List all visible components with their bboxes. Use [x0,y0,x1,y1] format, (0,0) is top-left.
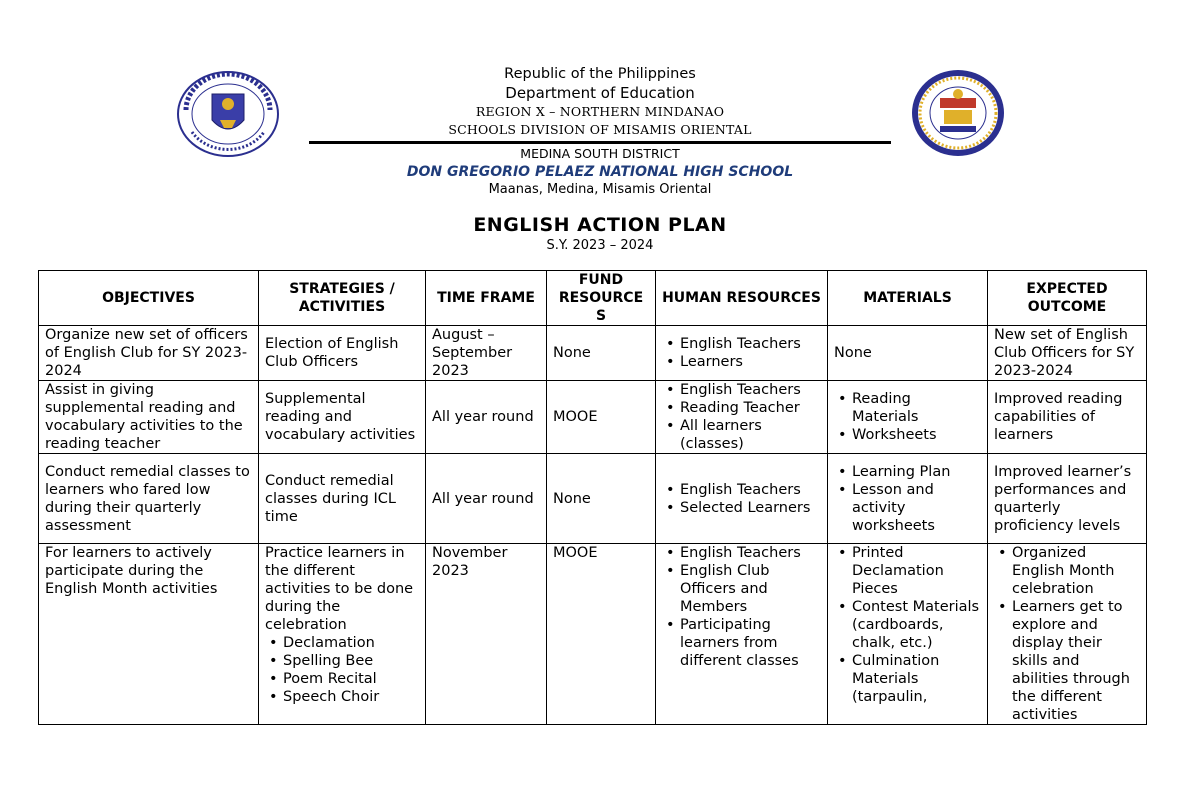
table-row [39,544,1147,725]
list-item: • Poem Recital [283,670,419,688]
list-item: • Learners [680,353,821,371]
list-item: • Reading Teacher [680,399,821,417]
cell-materials [828,544,988,725]
list-item: • Culmination Materials (tarpaulin, [852,652,981,706]
table-header-row [39,271,1147,326]
list-item: • Learners get to explore and display their skills and abilities through the different activities [1012,598,1140,724]
cell-outcome: Improved learner’s performances and quarterly proficiency levels [988,454,1147,544]
cell-outcome [988,544,1147,725]
cell-human-resources [656,326,828,381]
cell-human-resources [656,381,828,454]
list-item: • Contest Materials (cardboards, chalk, etc.) [852,598,981,652]
table-row [39,454,1147,544]
header-fund-resources: FUND RESOURCE S [547,271,656,326]
list-item: • All learners (classes) [680,417,821,453]
cell-objective: Assist in giving supplemental reading and vocabulary activities to the reading teacher [39,381,259,454]
cell-objective: Conduct remedial classes to learners who fared low during their quarterly assessment [39,454,259,544]
school-seal-right [910,68,1006,158]
header-strategies: STRATEGIES / ACTIVITIES [259,271,426,326]
deped-seal-left [176,70,280,158]
document-title: ENGLISH ACTION PLAN [473,214,727,236]
list-item: • Speech Choir [283,688,419,706]
table-row [39,381,1147,454]
header-department: Department of Education [505,84,695,102]
list-item: • Participating learners from different classes [680,616,821,670]
list-item: • Selected Learners [680,499,821,517]
header-district: MEDINA SOUTH DISTRICT [520,146,680,161]
cell-materials: None [828,326,988,381]
school-year: S.Y. 2023 – 2024 [546,238,654,253]
header-school-name: DON GREGORIO PELAEZ NATIONAL HIGH SCHOOL [406,164,794,180]
list-item: • Declamation [283,634,419,652]
list-item: • English Teachers [680,544,821,562]
cell-strategy: Conduct remedial classes during ICL time [259,454,426,544]
list-item: • English Teachers [680,335,821,353]
cell-time-frame: November 2023 [426,544,547,725]
header-human-resources: HUMAN RESOURCES [656,271,828,326]
list-item: • English Teachers [680,481,821,499]
header-objectives: OBJECTIVES [39,271,259,326]
cell-time-frame: August – September 2023 [426,326,547,381]
header-division: SCHOOLS DIVISION OF MISAMIS ORIENTAL [448,122,752,137]
header-republic: Republic of the Philippines [504,66,696,82]
cell-strategy: Supplemental reading and vocabulary activities [259,381,426,454]
cell-strategy [259,544,426,725]
cell-strategy-text: Practice learners in the different activities to be done during the celebration [265,545,414,633]
list-item: • Worksheets [852,426,981,444]
header-address: Maanas, Medina, Misamis Oriental [488,182,712,197]
cell-objective: Organize new set of officers of English Club for SY 2023-2024 [39,326,259,381]
list-item: • Lesson and activity worksheets [852,481,981,535]
header-materials: MATERIALS [828,271,988,326]
cell-fund: MOOE [547,381,656,454]
cell-time-frame: All year round [426,454,547,544]
cell-outcome: New set of English Club Officers for SY 2023-2024 [988,326,1147,381]
header-time-frame: TIME FRAME [426,271,547,326]
cell-materials [828,454,988,544]
cell-outcome: Improved reading capabilities of learners [988,381,1147,454]
list-item: • Spelling Bee [283,652,419,670]
cell-materials [828,381,988,454]
list-item: • Learning Plan [852,463,981,481]
header-region: REGION X – NORTHERN MINDANAO [475,104,725,119]
list-item: • Printed Declamation Pieces [852,544,981,598]
list-item: • English Teachers [680,381,821,399]
list-item: • Organized English Month celebration [1012,544,1140,598]
cell-time-frame: All year round [426,381,547,454]
cell-objective: For learners to actively participate during the English Month activities [39,544,259,725]
action-plan-table [38,270,1147,725]
header-divider [309,141,891,144]
cell-fund: None [547,454,656,544]
cell-fund: None [547,326,656,381]
cell-human-resources [656,544,828,725]
table-row [39,326,1147,381]
cell-human-resources [656,454,828,544]
list-item: • Reading Materials [852,390,981,426]
cell-strategy: Election of English Club Officers [259,326,426,381]
cell-fund: MOOE [547,544,656,725]
list-item: • English Club Officers and Members [680,562,821,616]
header-expected-outcome: EXPECTED OUTCOME [988,271,1147,326]
